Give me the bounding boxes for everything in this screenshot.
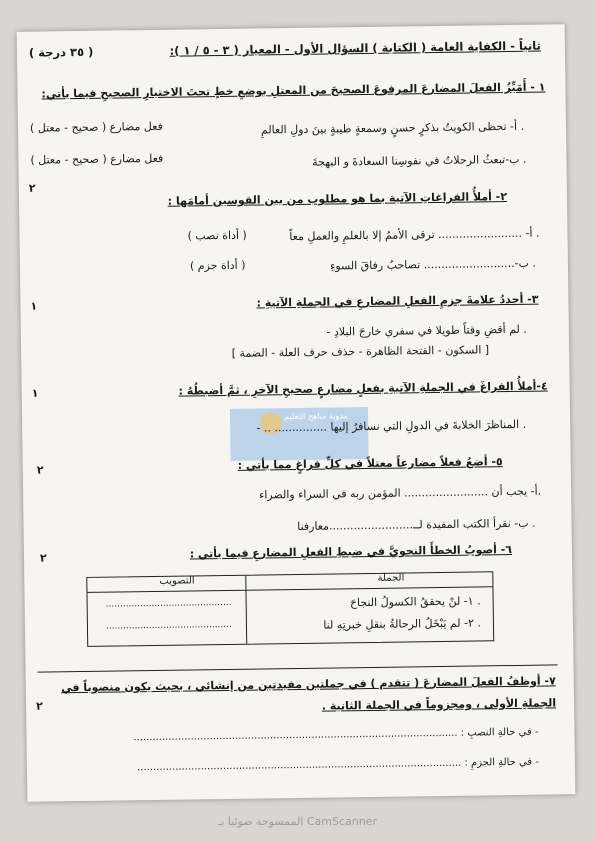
q5-item-b: ب- نقرأ الكتب المفيدة لــ........................معارفنا . (297, 516, 536, 533)
divider-line (38, 664, 558, 672)
q5-mark: ٢ (36, 463, 44, 477)
q1-item-a: أ- تحظى الكويتُ بذكرٍ حسنٍ وسمعةٍ طيبةٍ بينَ دولِ العالمِ . (260, 119, 525, 137)
q2-hint-a: ( أداة نصب ) (187, 228, 247, 243)
q7-title-line2: الجملةِ الأولى ، ومجزوماً في الجملة الثانية . (321, 696, 557, 713)
q3-mark: ١ (30, 299, 38, 313)
q6-sentence-1: ١- لنْ يحققُ الكسولُ النجاحَ . (349, 594, 481, 610)
q6-title: ٦- أصوبُ الخطأَ النحويَّ في ضبطِ الفعلِ المضارعِ فيما يأتي : (189, 542, 513, 561)
exam-page (17, 24, 576, 802)
q2-item-b: ب-.......................... تصاحبُ رفاقَ السوءِ . (330, 256, 537, 273)
q6-table (86, 571, 494, 647)
q1-choice-b: فعل مضارع ( صحيح - معتل ) (30, 151, 164, 167)
q3-options: [ السكون - الفتحة الظاهرة - حذف حرف العلة - الضمة ] (231, 343, 490, 360)
q7-line-nasb: - في حالةِ النصبِ : ...................................................................................................... (133, 726, 539, 744)
q7-mark: ٢ (35, 699, 43, 713)
section-header: ثانياً - الكفاية العامة ( الكتابة ) السؤال الأول - المعيار ( ٣ - ٥ / ١ ): (169, 38, 541, 58)
q2-hint-b: ( أداة جزم ) (189, 258, 246, 273)
q1-item-b: ب-تبعثُ الرحلاتُ في نفوسِنا السعادةَ و البهجةَ . (312, 152, 527, 169)
q2-item-a: أ- ........................ ترقى الأممُ إلا بالعلمِ والعملِ معاً . (289, 226, 540, 244)
q3-sentence: - لم أقضِ وقتاً طويلا في سفري خارجَ البلادِ . (326, 322, 527, 339)
q6-col-correction: التصويب (159, 575, 195, 587)
q1-mark: ٢ (28, 181, 36, 195)
q4-mark: ١ (31, 386, 39, 400)
q3-title: ٣- أحددُ علامةَ جزمِ الفعلِ المضارعِ في الجملةِ الآتيةِ : (256, 292, 539, 310)
q6-sentence-2: ٢- لم يَبْخَلُ الرحالةُ بنقلِ خبرتِهِ لنا . (323, 616, 482, 632)
q5-title: ٥- أضعُ فعلاً مضارعاً معتلاً في كلِّ فراغٍ مما يأتي : (237, 455, 503, 472)
q4-title: ٤-أملأُ الفراغَ في الجملةِ الآتيةِ بفعلٍ مضارعٍ صحيحِ الآخرِ ، ثمَّ أضبطُهُ : (178, 379, 548, 398)
q6-mark: ٢ (39, 551, 47, 565)
total-grade: ( ٣٥ درجة ) (28, 44, 94, 60)
watermark-text: مدونة مناهج التعليم (283, 411, 348, 422)
q7-line-jazm: - في حالةِ الجزمِ : ...................................................................................................... (137, 756, 539, 774)
q6-table-header-line (87, 586, 492, 593)
q5-item-a: أ- يجب أن ........................ المؤمن ربه في السراء والضراء. (259, 484, 542, 502)
q1-choice-a: فعل مضارع ( صحيح - معتل ) (29, 119, 163, 135)
q7-title-line1: ٧- أوظفُ الفعلَ المضارعَ ( تتقدم ) في جملتين مفيدتين من إنشائي ، بحيث يكون منصوباً في (61, 674, 556, 695)
q2-title: ٢- أملأُ الفراغاتِ الآتية بما هو مطلوب من بين القوسين أمامَها : (167, 190, 508, 208)
camscanner-footer: الممسوحة ضوئيا بـ CamScanner (218, 815, 377, 828)
q6-table-divider (245, 576, 247, 644)
q1-title: ١ - أَمَيِّزُ الفعلَ المضارعَ المرفوعَ الصحيحَ من المعتلِ بوضعِ خطٍ تحتَ الاختيارِ الصحيحِ فيما يأتي: (41, 80, 546, 101)
q6-correction-2: ............................................ (105, 619, 232, 632)
q6-col-sentence: الجملة (377, 572, 405, 584)
q4-sentence: - .. ............... المناظرَ الخلابةَ في الدولِ التي نسافرُ إليها . (256, 417, 527, 435)
q6-correction-1: ............................................ (105, 597, 232, 610)
